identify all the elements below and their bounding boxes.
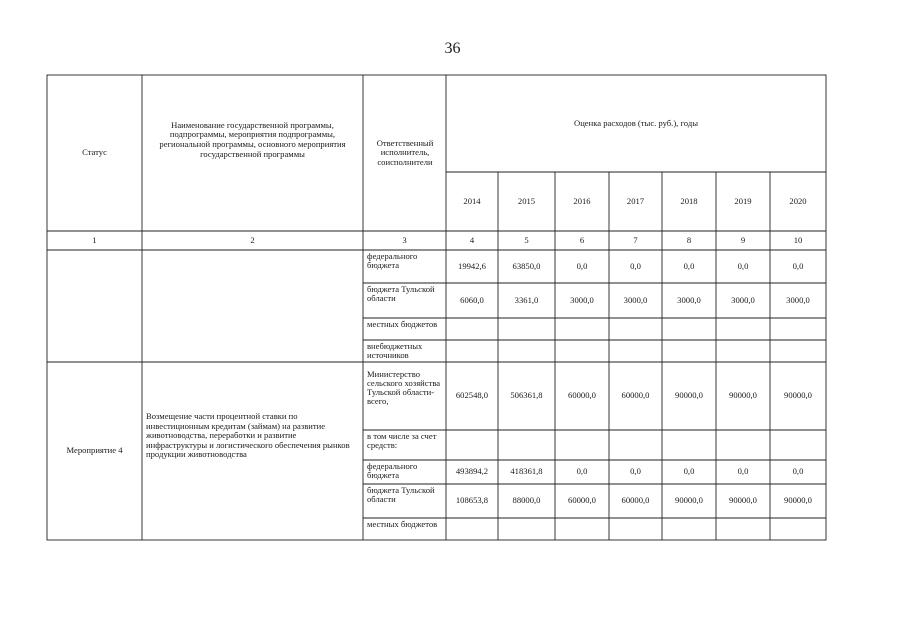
value-cell: 602548,0 — [455, 390, 489, 401]
value-cell: 0,0 — [792, 466, 804, 477]
funding-source: местных бюджетов — [367, 519, 438, 529]
value-cell: 3361,0 — [514, 294, 539, 305]
value-cell: 63850,0 — [512, 260, 541, 271]
value-cell: 90000,0 — [729, 390, 757, 401]
funding-source: бюджета Тульской области — [367, 485, 435, 505]
funding-source: бюджета Тульской области — [367, 284, 435, 304]
value-cell: 506361,8 — [510, 390, 543, 401]
value-cell: 3000,0 — [623, 294, 648, 305]
measure-status: Мероприятие 4 — [66, 445, 123, 456]
col-number: 5 — [524, 234, 529, 245]
col-number: 1 — [92, 234, 97, 245]
value-cell: 0,0 — [737, 260, 749, 271]
value-cell: 3000,0 — [786, 294, 810, 305]
year-header: 2019 — [734, 195, 752, 206]
funding-source: федерального бюджета — [367, 251, 418, 271]
col-number: 8 — [686, 234, 692, 245]
value-cell: 90000,0 — [675, 495, 703, 506]
value-cell: 0,0 — [576, 260, 588, 271]
value-cell: 88000,0 — [512, 495, 541, 506]
value-cell: 90000,0 — [729, 495, 757, 506]
header-expenses: Оценка расходов (тыс. руб.), годы — [574, 117, 698, 128]
year-header: 2018 — [680, 195, 698, 206]
year-header: 2014 — [463, 195, 481, 206]
value-cell: 3000,0 — [731, 294, 755, 305]
year-header: 2016 — [573, 195, 591, 206]
value-cell: 0,0 — [576, 466, 588, 477]
value-cell: 0,0 — [683, 260, 695, 271]
value-cell: 90000,0 — [675, 390, 703, 401]
value-cell: 6060,0 — [460, 294, 484, 305]
value-cell: 60000,0 — [621, 495, 650, 506]
funding-source: Министерство сельского хозяйства Тульской области- всего, — [367, 369, 441, 407]
value-cell: 3000,0 — [570, 294, 594, 305]
col-number: 9 — [740, 234, 746, 245]
header-status: Статус — [82, 147, 107, 158]
value-cell: 418361,8 — [510, 466, 543, 477]
value-cell: 0,0 — [683, 466, 695, 477]
col-number: 7 — [633, 234, 638, 245]
col-number: 6 — [579, 234, 585, 245]
value-cell: 0,0 — [792, 260, 804, 271]
value-cell: 60000,0 — [568, 390, 596, 401]
value-cell: 0,0 — [630, 466, 641, 477]
funding-source: в том числе за счет средств: — [367, 431, 437, 451]
value-cell: 19942,6 — [458, 260, 486, 271]
value-cell: 60000,0 — [568, 495, 596, 506]
col-number: 2 — [250, 234, 255, 245]
page-number: 36 — [444, 40, 461, 57]
funding-source: федерального бюджета — [367, 461, 418, 481]
funding-source: местных бюджетов — [367, 319, 438, 329]
value-cell: 90000,0 — [784, 390, 812, 401]
value-cell: 60000,0 — [621, 390, 650, 401]
year-header: 2017 — [626, 195, 645, 206]
year-header: 2015 — [517, 195, 536, 206]
value-cell: 108653,8 — [455, 495, 489, 506]
col-number: 10 — [793, 234, 803, 245]
value-cell: 493894,2 — [455, 466, 489, 477]
header-responsible: Ответственный исполнитель, соисполнители — [376, 137, 434, 167]
year-header: 2020 — [789, 195, 807, 206]
col-number: 3 — [402, 234, 407, 245]
col-number: 4 — [469, 234, 475, 245]
value-cell: 3000,0 — [677, 294, 701, 305]
value-cell: 0,0 — [630, 260, 641, 271]
funding-source: внебюджетных источников — [367, 341, 423, 361]
header-name: Наименование государственной программы, подпрограммы, мероприятия подпрограммы, региональной программы, основного мероприятия государственной программы — [159, 119, 346, 159]
value-cell: 0,0 — [737, 466, 749, 477]
value-cell: 90000,0 — [784, 495, 812, 506]
measure-name: Возмещение части процентной ставки по инвестиционным кредитам (займам) на развитие животноводства, переработки и развитие инфраструктуры и логистического обеспечения рынков продукции животноводства — [146, 410, 350, 460]
